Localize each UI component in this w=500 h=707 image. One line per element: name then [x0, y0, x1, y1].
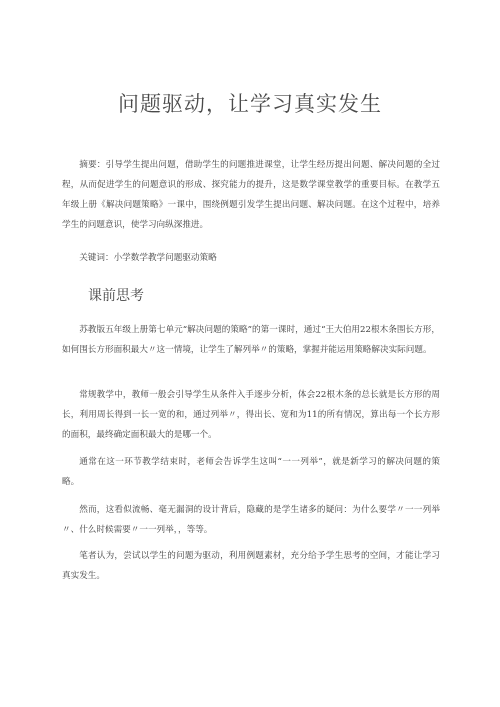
body-paragraph	[62, 546, 440, 586]
body-paragraph	[62, 500, 440, 540]
section-heading: 课前思考	[88, 288, 144, 304]
keywords-block	[62, 248, 440, 268]
keywords-text: 关键词：小学数学教学问题驱动策略	[79, 253, 217, 263]
paragraph-text: 常规教学中，教师一般会引导学生从条件入手逐步分析，体会22根木条的总长就是长方形的周长，利用周长得到一长一宽的和，通过列举〃，得出长、宽和为11的所有情况，算出每一个长方形的面积，最终确定面积最大的是哪一个。	[62, 390, 440, 440]
page-title: 问题驱动，让学习真实发生	[118, 92, 382, 116]
paragraph-text: 然而，这看似流畅、毫无漏洞的设计背后，隐藏的是学生诸多的疑问：为什么要学〃一一列举〃、什么时候需要〃一一列举，，等等。	[62, 505, 440, 535]
abstract-block	[62, 155, 440, 235]
body-paragraph	[62, 452, 440, 492]
paragraph-text: 通常在这一环节教学结束时，老师会告诉学生这叫“一一列举”，就是新学习的解决问题的策略。	[62, 457, 440, 487]
abstract-text: 摘要：引导学生提出问题，借助学生的问题推进课堂，让学生经历提出问题、解决问题的全过程，从而促进学生的问题意识的形成、探究能力的提升，这是数学课堂教学的重要目标。在教学五年级上册《解决问题策略》一课中，围绕例题引发学生提出问题、解决问题。在这个过程中，培养学生的问题意识，使学习向纵深推进。	[62, 160, 440, 230]
paragraph-text: 笔者认为，尝试以学生的问题为驱动，利用例题素材，充分给予学生思考的空间，才能让学习真实发生。	[62, 551, 440, 581]
body-paragraph	[62, 320, 440, 360]
paragraph-text: 苏教版五年级上册第七单元“解决问题的策略”的第一课时，通过“王大伯用22根木条围长方形，如何围长方形面积最大〃这一情境，让学生了解列举〃的策略，掌握并能运用策略解决实际问题。	[62, 325, 440, 355]
body-paragraph	[62, 385, 440, 445]
